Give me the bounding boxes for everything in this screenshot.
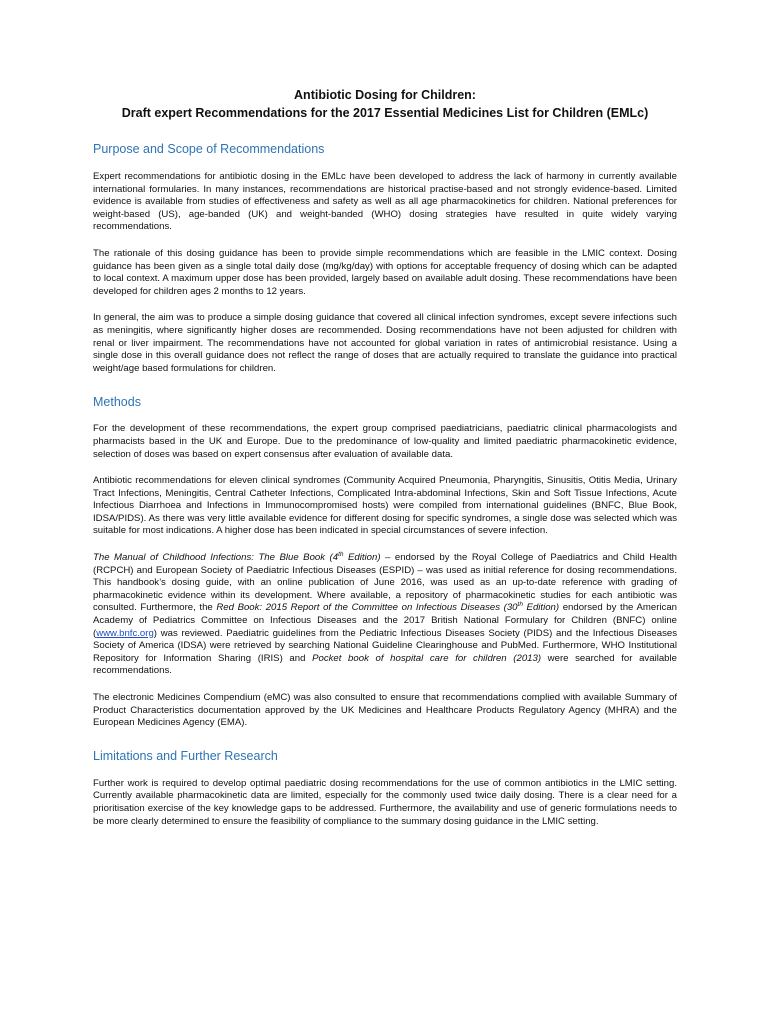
limitations-paragraph-1: Further work is required to develop optimal paediatric dosing recommendations for the use of common antibiotics in the LMIC setting. Currently available pharmacokinetic data are limited, especially for the commonly used twice daily dosing. There is a clear need for a prioritisation exercise of the key knowledge gaps to be addressed. Furthermore, the availability and use of generic formulations needs to be more clearly determined to ensure the feasibility of compliance to the summary dosing guidance in the LMIC setting. xyxy=(93,777,677,827)
pocket-book-title: Pocket book of hospital care for children (2013) xyxy=(312,652,542,664)
document-title xyxy=(93,86,677,122)
bnfc-link[interactable]: www.bnfc.org xyxy=(96,627,154,639)
methods-paragraph-2: Antibiotic recommendations for eleven clinical syndromes (Community Acquired Pneumonia, Pharyngitis, Sinusitis, Otitis Media, Urinary Tract Infections, Meningitis, Central Catheter Infections, Complicated Intra-abdominal Infections, Skin and Soft Tissue Infections, Acute Infectious Diarrhoea and Infections in Immunocompromised hosts) were compiled from international guidelines (BNFC, Blue Book, IDSA/PIDS). As there was very little available evidence for different dosing for specific syndromes, a single dose was selected which was suitable for most indications. A higher dose has been indicated in special circumstances of severe infection. xyxy=(93,475,677,537)
purpose-paragraph-1: Expert recommendations for antibiotic dosing in the EMLc have been developed to address the lack of harmony in currently available international formularies. In many instances, recommendations are historical practise-based and not strongly evidence-based. Limited evidence is available from studies of effectiveness and safety as well as all age pharmacokinetics for children. National preferences for weight-based (US), age-banded (UK) and weight-banded (WHO) dosing strategies have resulted in quite widely varying recommendations. xyxy=(93,171,677,233)
title-line-2: Draft expert Recommendations for the 2017 Essential Medicines List for Children (EMLc) xyxy=(121,106,649,120)
section-heading-purpose: Purpose and Scope of Recommendations xyxy=(93,142,325,156)
title-line-1: Antibiotic Dosing for Children: xyxy=(294,88,476,102)
section-heading-limitations: Limitations and Further Research xyxy=(93,748,278,763)
methods-p3-text-4: were searched for available recommendations. xyxy=(93,652,677,677)
methods-paragraph-1: For the development of these recommendations, the expert group comprised paediatricians, paediatric clinical pharmacologists and pharmacists based in the UK and Europe. Due to the predominance of low-quality and limited paediatric pharmacokinetic evidence, selection of doses was based on expert consensus after evaluation of available data. xyxy=(93,423,677,460)
section-heading-methods: Methods xyxy=(93,395,141,410)
purpose-paragraph-2: The rationale of this dosing guidance has been to provide simple recommendations which are feasible in the LMIC context. Dosing guidance has been given as a single total daily dose (mg/kg/day) with options for acceptable frequency of dosing which can be adapted to local context. A maximum upper dose has been provided, largely based on available adult dosing. These recommendations have been developed for children ages 2 months to 12 years. xyxy=(93,247,677,297)
methods-p3-text-3: ) was reviewed. Paediatric guidelines from the Pediatric Infectious Diseases Society (PIDS) and the Infectious Diseases Society of America (IDSA) were retrieved by searching National Guideline Clearinghouse and PubMed. Furthermore, WHO Institutional Repository for Information Sharing (IRIS) and xyxy=(93,627,677,664)
methods-paragraph-4: The electronic Medicines Compendium (eMC) was also consulted to ensure that recommendations complied with available Summary of Product Characteristics documentation approved by the UK Medicines and Healthcare Products Regulatory Agency (MHRA) and the European Medicines Agency (EMA). xyxy=(93,692,677,729)
purpose-paragraph-3: In general, the aim was to produce a simple dosing guidance that covered all clinical infection syndromes, except severe infections such as meningitis, where significantly higher doses are recommended. Dosing recommendations have not been adjusted for children with renal or liver impairment. The recommendations have not accounted for global variation in rates of antimicrobial resistance. Using a single dose in this overall guidance does not reflect the range of doses that are actually required to translate the guidance into practical weight/age based formulations for children. xyxy=(93,312,677,374)
blue-book-title: The Manual of Childhood Infections: The Blue Book (4th Edition) xyxy=(93,550,381,564)
methods-p3-text-1: – endorsed by the Royal College of Paediatrics and Child Health (RCPCH) and European Society of Paediatric Infectious Diseases (ESPID) – was used as initial reference for dosing recommendations. This handbook’s dosing guide, with an online publication of June 2016, was used as an up-to-date reference with grading of pharmacokinetic evidence within its development. Where available, a repository of pharmacokinetic studies for each antibiotic was consulted. Furthermore, the xyxy=(93,552,677,614)
red-book-title: Red Book: 2015 Report of the Committee on Infectious Diseases (30th Edition) xyxy=(216,601,560,614)
methods-p3-text-2: endorsed by the American Academy of Pediatrics Committee on Infectious Diseases and the 2017 British National Formulary for Children (BNFC) online ( xyxy=(93,602,677,639)
methods-paragraph-3 xyxy=(93,552,677,678)
